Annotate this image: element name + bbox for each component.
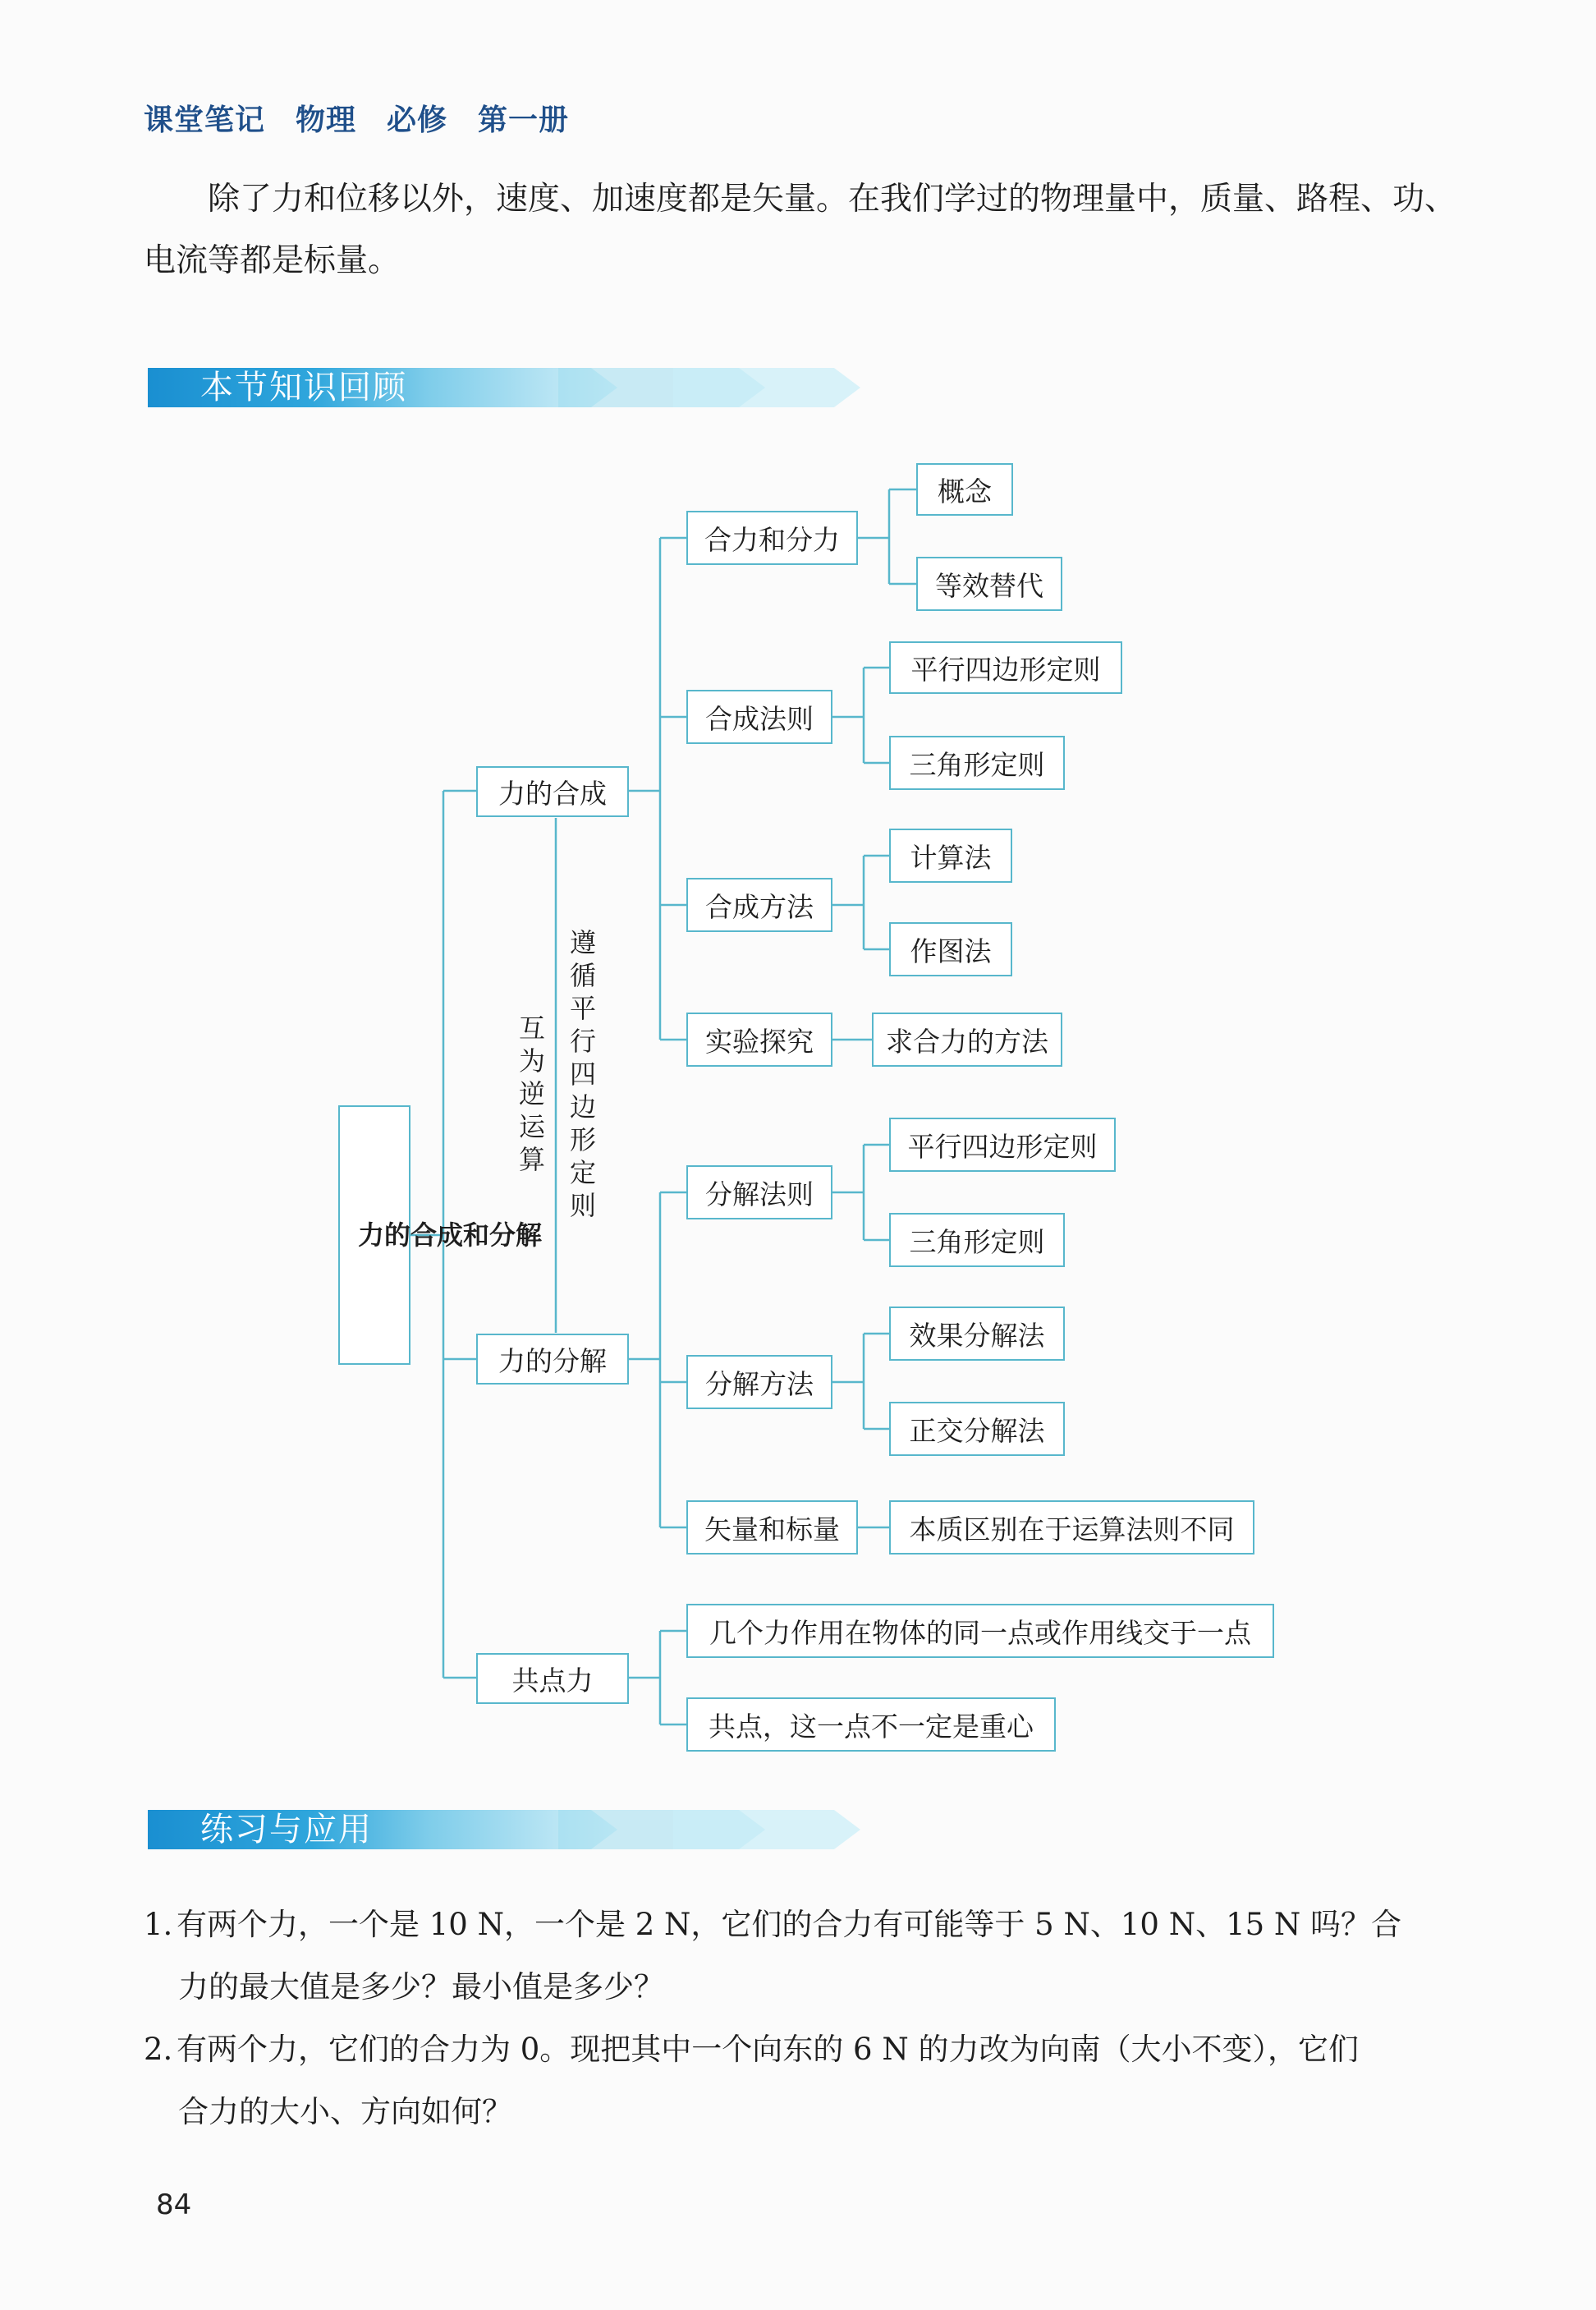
node-concurrent-forces: 共点力: [476, 1653, 629, 1704]
annotation-mutual-inverse: 互为逆运算: [518, 1013, 545, 1175]
leaf-graphic-method: 作图法: [889, 922, 1012, 976]
node-composition-method: 合成方法: [686, 878, 832, 932]
leaf-equivalent-substitution: 等效替代: [916, 557, 1062, 611]
exercise-number: 1.: [144, 1907, 173, 1942]
leaf-operation-rule-difference: 本质区别在于运算法则不同: [889, 1500, 1254, 1555]
leaf-triangle-rule-composition: 三角形定则: [889, 736, 1065, 790]
leaf-effect-decomposition: 效果分解法: [889, 1307, 1065, 1361]
exercise-1: [144, 1894, 1482, 2018]
node-decomposition-method: 分解方法: [686, 1355, 832, 1409]
exercise-text-line2: 合力的大小、方向如何？: [178, 2094, 512, 2129]
root-node: [338, 1105, 543, 1365]
node-decomposition-rule: 分解法则: [686, 1165, 832, 1219]
node-force-decomposition: 力的分解: [476, 1334, 629, 1385]
running-head: 课堂笔记 物理 必修 第一册: [144, 103, 570, 137]
leaf-concurrent-definition: 几个力作用在物体的同一点或作用线交于一点: [686, 1604, 1274, 1658]
leaf-parallelogram-rule-composition: 平行四边形定则: [889, 641, 1122, 694]
leaf-triangle-rule-decomposition: 三角形定则: [889, 1213, 1065, 1267]
node-vector-and-scalar: 矢量和标量: [686, 1500, 858, 1555]
leaf-orthogonal-decomposition: 正交分解法: [889, 1402, 1065, 1456]
node-resultant-and-component: 合力和分力: [686, 511, 858, 565]
leaf-concept: 概念: [916, 463, 1013, 516]
banner-title: 本节知识回顾: [200, 369, 407, 406]
root-label: 力的合成和分解: [358, 1219, 543, 1251]
exercise-2: [144, 2018, 1482, 2143]
exercise-text-line1: 有两个力，一个是 10 N，一个是 2 N，它们的合力有可能等于 5 N、10 N、15 N 吗？合: [177, 1907, 1402, 1942]
section-banner-practice: [148, 1803, 862, 1856]
node-experiment: 实验探究: [686, 1013, 832, 1067]
node-force-composition: 力的合成: [476, 766, 629, 817]
annotation-follow-rule: 遵循平行四边形定则: [569, 927, 596, 1221]
leaf-find-resultant-method: 求合力的方法: [872, 1013, 1062, 1067]
leaf-calculation-method: 计算法: [889, 829, 1012, 883]
intro-paragraph: 除了力和位移以外，速度、加速度都是矢量。在我们学过的物理量中，质量、路程、功、电流等都是标量。: [144, 181, 1457, 279]
node-composition-rule: 合成法则: [686, 690, 832, 744]
exercise-number: 2.: [144, 2032, 173, 2067]
leaf-parallelogram-rule-decomposition: 平行四边形定则: [889, 1118, 1116, 1172]
exercise-text-line1: 有两个力，它们的合力为 0。现把其中一个向东的 6 N 的力改为向南（大小不变），它们: [177, 2032, 1359, 2067]
exercise-text-line2: 力的最大值是多少？最小值是多少？: [178, 1969, 664, 2005]
page-number: 84: [156, 2188, 192, 2221]
banner-title: 练习与应用: [200, 1811, 373, 1848]
leaf-concurrent-not-center-of-gravity: 共点，这一点不一定是重心: [686, 1697, 1056, 1752]
